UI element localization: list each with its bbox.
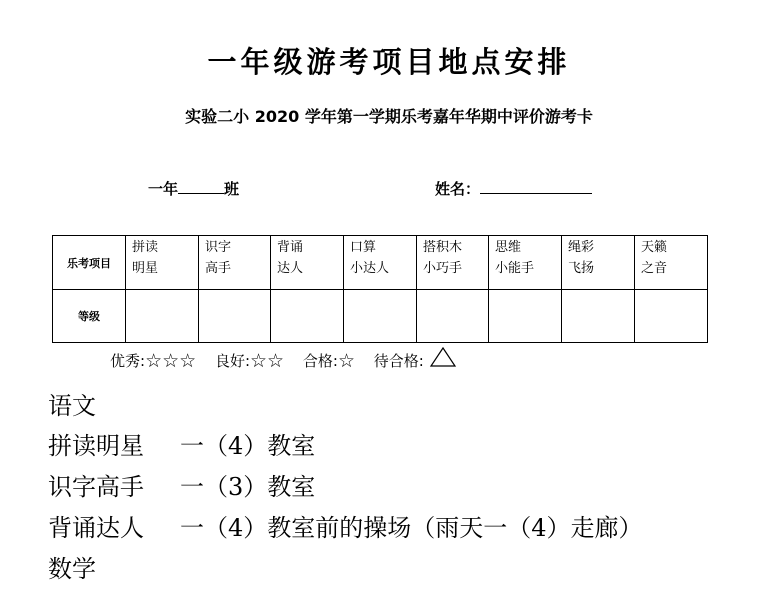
- item-name-line1: 背诵: [277, 240, 304, 255]
- item-cell: [344, 236, 417, 290]
- item-name-line2: 小巧手: [423, 261, 463, 276]
- item-name-line2: 达人: [277, 261, 304, 276]
- grade-cell: [126, 290, 199, 343]
- item-name-line1: 拼读: [132, 240, 159, 255]
- score-table: [52, 235, 708, 343]
- row-header-items: 乐考项目: [53, 236, 126, 290]
- item-name: 识字高手: [48, 473, 144, 501]
- legend-pass: [303, 350, 355, 372]
- class-blank: [178, 179, 224, 194]
- item-name-line2: 明星: [132, 261, 159, 276]
- list-item: [48, 467, 643, 508]
- star-icon: ☆☆: [250, 350, 285, 372]
- name-field: [435, 178, 592, 199]
- legend-excellent-label: 优秀:: [110, 352, 146, 370]
- item-name-line1: 绳彩: [568, 240, 595, 255]
- grade-cell: [489, 290, 562, 343]
- triangle-icon: [429, 346, 457, 368]
- item-name-line2: 之音: [641, 261, 668, 276]
- item-name-line2: 飞扬: [568, 261, 595, 276]
- name-label: 姓名：: [435, 180, 481, 198]
- item-cell: [417, 236, 489, 290]
- item-name-line1: 口算: [350, 240, 377, 255]
- legend-pending-label: 待合格:: [373, 352, 424, 370]
- location-list: [48, 386, 643, 590]
- item-name-line1: 思维: [495, 240, 522, 255]
- star-icon: ☆: [337, 350, 355, 372]
- subject-heading: 语文: [48, 392, 96, 420]
- class-field: [148, 178, 239, 199]
- legend-excellent: [110, 350, 196, 372]
- page-title: 一年级游考项目地点安排: [207, 45, 571, 79]
- item-name-line1: 识字: [205, 240, 232, 255]
- grade-cell: [417, 290, 489, 343]
- card-subtitle: 实验二小 2020 学年第一学期乐考嘉年华期中评价游考卡: [185, 107, 593, 126]
- list-item: [48, 508, 643, 549]
- class-prefix-label: 一年: [148, 180, 179, 198]
- item-name-line1: 搭积木: [423, 240, 463, 255]
- table-row: [53, 290, 708, 343]
- item-cell: [199, 236, 271, 290]
- legend-good-label: 良好:: [214, 352, 251, 370]
- item-location: 一（3）教室: [180, 473, 316, 501]
- item-cell: [271, 236, 344, 290]
- grade-cell: [199, 290, 271, 343]
- grade-cell: [344, 290, 417, 343]
- grade-cell: [562, 290, 635, 343]
- legend-good: [215, 350, 284, 372]
- item-location: 一（4）教室前的操场（雨天一（4）走廊）: [180, 514, 643, 542]
- grade-cell: [635, 290, 708, 343]
- name-blank: [480, 179, 592, 194]
- star-icon: ☆☆☆: [145, 350, 197, 372]
- item-name: 拼读明星: [48, 432, 144, 460]
- item-cell: [562, 236, 635, 290]
- item-cell: [126, 236, 199, 290]
- item-name-line2: 高手: [205, 261, 232, 276]
- item-name: 背诵达人: [48, 514, 144, 542]
- legend-pass-label: 合格:: [302, 352, 338, 370]
- subject-heading: 数学: [48, 555, 96, 583]
- item-location: 一（4）教室: [180, 432, 316, 460]
- grade-cell: [271, 290, 344, 343]
- item-cell: [489, 236, 562, 290]
- item-cell: [635, 236, 708, 290]
- item-name-line1: 天籁: [641, 240, 668, 255]
- item-name-line2: 小达人: [350, 261, 390, 276]
- list-item: [48, 426, 643, 467]
- item-name-line2: 小能手: [495, 261, 535, 276]
- row-header-grade: 等级: [53, 290, 126, 343]
- grade-legend: [110, 346, 471, 372]
- legend-pending: [374, 346, 457, 371]
- class-suffix-label: 班: [224, 180, 240, 198]
- table-row: [53, 236, 708, 290]
